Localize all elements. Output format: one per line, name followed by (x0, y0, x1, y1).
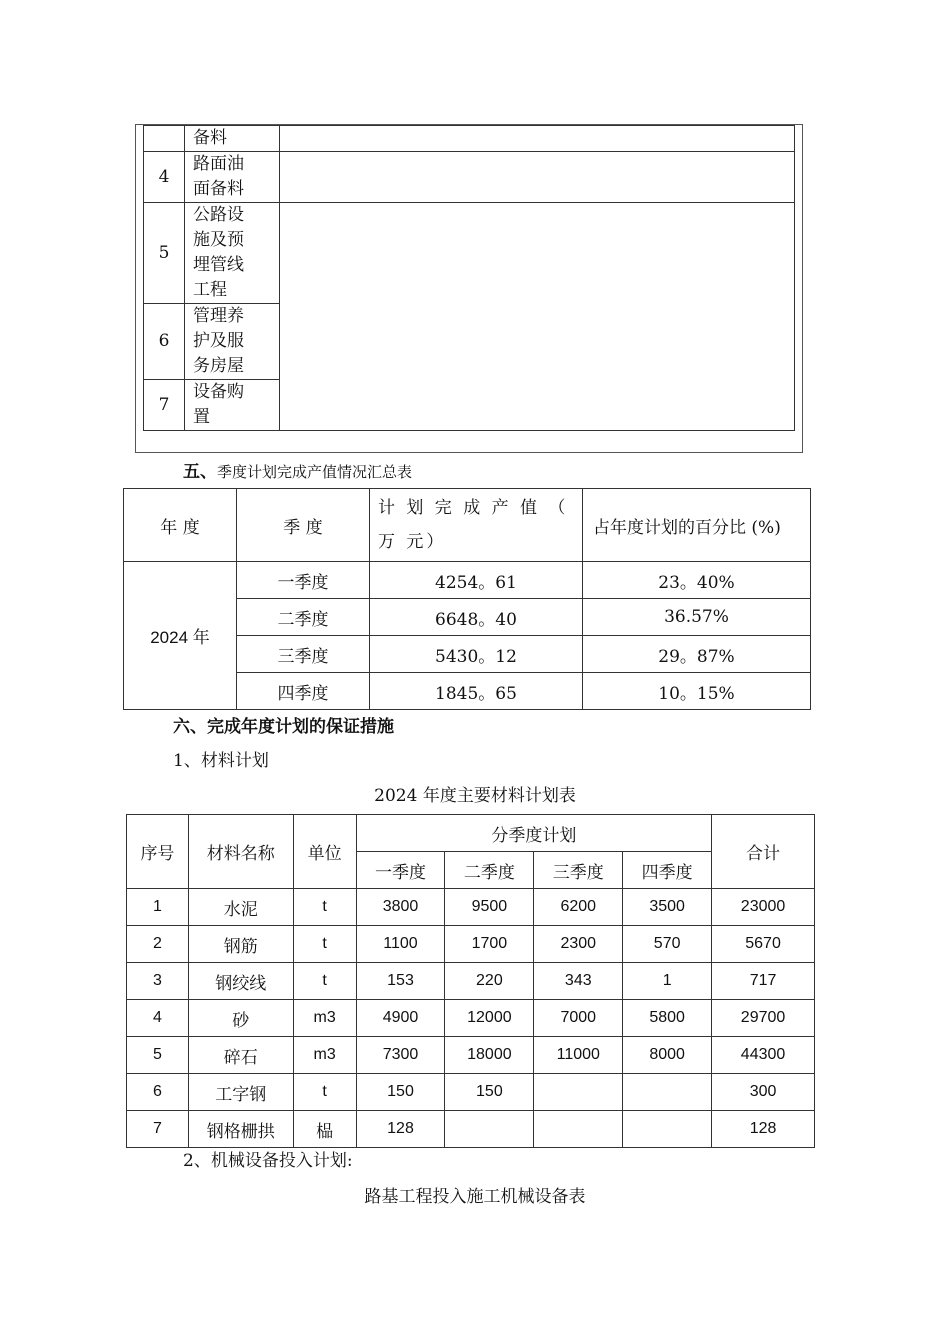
item-detail (280, 126, 795, 152)
q1-cell: 128 (356, 1111, 445, 1148)
material-cell: 碎石 (188, 1037, 293, 1074)
material-cell: 水泥 (188, 889, 293, 926)
unit-cell: t (293, 963, 356, 1000)
row-number: 5 (144, 203, 185, 304)
row-number: 7 (144, 380, 185, 431)
unit-cell: t (293, 889, 356, 926)
seq-cell: 2 (127, 926, 189, 963)
row-number: 4 (144, 152, 185, 203)
q1-cell: 7300 (356, 1037, 445, 1074)
header-q1: 一季度 (356, 852, 445, 889)
header-planned-value: 计 划 完 成 产 值 （ 万 元） (370, 489, 583, 562)
table-row (127, 926, 815, 963)
q4-cell: 5800 (623, 1000, 712, 1037)
q2-cell (445, 1111, 534, 1148)
value-cell: 5430。12 (370, 636, 583, 673)
q4-cell: 570 (623, 926, 712, 963)
year-cell: 2024 年 (124, 562, 237, 710)
total-cell: 128 (712, 1111, 815, 1148)
material-cell: 钢格栅拱 (188, 1111, 293, 1148)
q3-cell: 11000 (534, 1037, 623, 1074)
header-quarter: 季 度 (237, 489, 370, 562)
header-q2: 二季度 (445, 852, 534, 889)
unit-cell: m3 (293, 1000, 356, 1037)
q1-cell: 153 (356, 963, 445, 1000)
q4-cell: 8000 (623, 1037, 712, 1074)
unit-cell: 榀 (293, 1111, 356, 1148)
header-percent: 占年度计划的百分比 (%) (583, 489, 811, 562)
item-name: 设备购 置 (185, 380, 280, 431)
row-number (144, 126, 185, 152)
q3-cell: 7000 (534, 1000, 623, 1037)
item-name: 公路设 施及预 埋管线 工程 (185, 203, 280, 304)
table-row (127, 1111, 815, 1148)
header-q3: 三季度 (534, 852, 623, 889)
table-header-row (127, 815, 815, 852)
material-plan-heading: 1、材料计划 (173, 751, 269, 771)
percent-cell: 36.57% (583, 599, 811, 636)
table-row (127, 963, 815, 1000)
q2-cell: 18000 (445, 1037, 534, 1074)
total-cell: 300 (712, 1074, 815, 1111)
value-cell: 6648。40 (370, 599, 583, 636)
q3-cell: 343 (534, 963, 623, 1000)
equipment-table-title: 路基工程投入施工机械设备表 (364, 1187, 586, 1207)
quarter-cell: 二季度 (237, 599, 370, 636)
q1-cell: 3800 (356, 889, 445, 926)
header-unit: 单位 (293, 815, 356, 889)
q3-cell (534, 1111, 623, 1148)
value-cell: 1845。65 (370, 673, 583, 710)
q2-cell: 150 (445, 1074, 534, 1111)
percent-cell: 29。87% (583, 636, 811, 673)
project-table (143, 125, 795, 431)
seq-cell: 7 (127, 1111, 189, 1148)
q4-cell: 1 (623, 963, 712, 1000)
q3-cell: 6200 (534, 889, 623, 926)
q2-cell: 9500 (445, 889, 534, 926)
quarter-cell: 三季度 (237, 636, 370, 673)
header-seq: 序号 (127, 815, 189, 889)
quarterly-output-table (123, 488, 811, 710)
total-cell: 29700 (712, 1000, 815, 1037)
table-row (127, 1074, 815, 1111)
seq-cell: 4 (127, 1000, 189, 1037)
percent-cell: 23。40% (583, 562, 811, 599)
unit-cell: m3 (293, 1037, 356, 1074)
q3-cell (534, 1074, 623, 1111)
item-name: 路面油 面备料 (185, 152, 280, 203)
material-cell: 砂 (188, 1000, 293, 1037)
q2-cell: 1700 (445, 926, 534, 963)
header-q4: 四季度 (623, 852, 712, 889)
header-year: 年 度 (124, 489, 237, 562)
quarter-cell: 四季度 (237, 673, 370, 710)
table-header-row (124, 489, 811, 562)
table-row (127, 1037, 815, 1074)
total-cell: 5670 (712, 926, 815, 963)
table-row (144, 152, 795, 203)
row-number: 6 (144, 304, 185, 380)
table-row (144, 203, 795, 304)
table-row (124, 562, 811, 599)
q4-cell (623, 1111, 712, 1148)
unit-cell: t (293, 926, 356, 963)
percent-cell: 10。15% (583, 673, 811, 710)
seq-cell: 5 (127, 1037, 189, 1074)
q3-cell: 2300 (534, 926, 623, 963)
q4-cell (623, 1074, 712, 1111)
value-cell: 4254。61 (370, 562, 583, 599)
item-detail (280, 203, 795, 431)
material-plan-table (126, 814, 815, 1148)
item-detail (280, 152, 795, 203)
unit-cell: t (293, 1074, 356, 1111)
material-cell: 钢绞线 (188, 963, 293, 1000)
item-name: 备料 (185, 126, 280, 152)
total-cell: 717 (712, 963, 815, 1000)
q1-cell: 4900 (356, 1000, 445, 1037)
seq-cell: 3 (127, 963, 189, 1000)
material-cell: 钢筋 (188, 926, 293, 963)
section-5-heading: 五、季度计划完成产值情况汇总表 (183, 462, 413, 482)
total-cell: 44300 (712, 1037, 815, 1074)
equipment-plan-heading: 2、机械设备投入计划: (183, 1151, 353, 1171)
header-material: 材料名称 (188, 815, 293, 889)
q1-cell: 1100 (356, 926, 445, 963)
table-row (144, 126, 795, 152)
quarter-cell: 一季度 (237, 562, 370, 599)
header-total: 合计 (712, 815, 815, 889)
material-cell: 工字钢 (188, 1074, 293, 1111)
header-quarterly: 分季度计划 (356, 815, 712, 852)
q4-cell: 3500 (623, 889, 712, 926)
section-6-heading: 六、完成年度计划的保证措施 (173, 717, 394, 737)
table-row (127, 889, 815, 926)
table-row (127, 1000, 815, 1037)
material-table-title: 2024 年度主要材料计划表 (374, 786, 576, 806)
q2-cell: 220 (445, 963, 534, 1000)
item-name: 管理养 护及服 务房屋 (185, 304, 280, 380)
q1-cell: 150 (356, 1074, 445, 1111)
seq-cell: 6 (127, 1074, 189, 1111)
q2-cell: 12000 (445, 1000, 534, 1037)
total-cell: 23000 (712, 889, 815, 926)
seq-cell: 1 (127, 889, 189, 926)
